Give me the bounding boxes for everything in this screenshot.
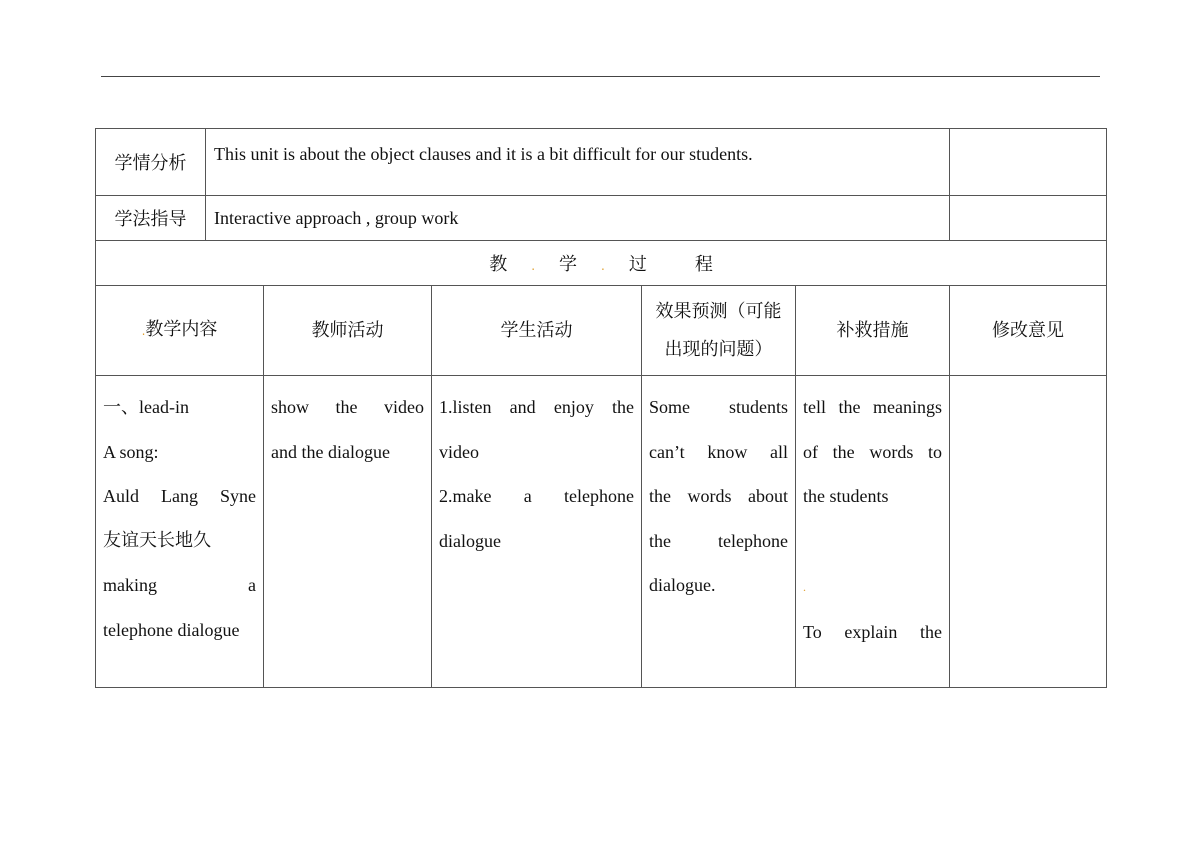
- process-title-char: 学: [559, 254, 578, 275]
- remedy-line: the students: [803, 486, 889, 506]
- teacher-line: and the dialogue: [271, 441, 390, 462]
- content-line: 友谊天长地久: [103, 529, 211, 551]
- col-head-student: 学生活动: [432, 286, 642, 376]
- column-header-row: [96, 286, 1107, 376]
- prediction-line: the telephone: [649, 530, 788, 551]
- process-title-char: 程: [694, 254, 713, 275]
- lead-in-row: [96, 376, 1107, 688]
- content-line: 一、lead-in: [103, 397, 189, 417]
- method-row: [96, 196, 1107, 241]
- analysis-row: [96, 129, 1107, 196]
- process-title-row: [96, 241, 1107, 286]
- process-title-char: 过: [628, 254, 647, 275]
- content-line: Auld Lang Syne: [103, 486, 256, 506]
- method-text: Interactive approach , group work: [206, 196, 950, 241]
- col-head-remedy: 补救措施: [796, 286, 950, 376]
- student-line: dialogue: [439, 530, 501, 551]
- content-line: telephone dialogue: [103, 619, 240, 640]
- content-cell: [96, 376, 264, 688]
- remedy-line: To explain the: [803, 621, 943, 642]
- col-head-content: .教学内容: [96, 286, 264, 376]
- teacher-cell: [264, 376, 432, 688]
- remedy-line: .: [803, 580, 806, 594]
- method-label: 学法指导: [96, 196, 206, 241]
- lesson-plan-table: [95, 128, 1107, 688]
- analysis-text: This unit is about the object clauses and it is a bit difficult for our students.: [206, 129, 950, 196]
- remedy-line: of the words to: [803, 441, 943, 462]
- content-line: making a: [103, 575, 256, 595]
- revision-cell: [950, 376, 1107, 688]
- col-head-prediction-line2: 出现的问题）: [664, 338, 773, 360]
- prediction-line: dialogue.: [649, 575, 716, 595]
- analysis-empty-cell: [950, 129, 1107, 196]
- prediction-cell: [642, 376, 796, 688]
- remedy-line: [803, 519, 942, 564]
- prediction-line: the words about: [649, 486, 788, 506]
- col-head-teacher: 教师活动: [264, 286, 432, 376]
- col-head-prediction: [642, 286, 796, 376]
- analysis-label: 学情分析: [96, 129, 206, 196]
- student-line: video: [439, 441, 479, 462]
- method-empty-cell: [950, 196, 1107, 241]
- student-line: 1.listen and enjoy the: [439, 397, 634, 417]
- remedy-cell: [796, 376, 950, 688]
- content-line: A song:: [103, 441, 159, 462]
- header-rule: [101, 76, 1100, 77]
- remedy-line: tell the meanings: [803, 397, 943, 417]
- student-line: 2.make a telephone: [439, 486, 634, 506]
- prediction-line: Some students: [649, 397, 788, 417]
- col-head-prediction-line1: 效果预测（可能: [655, 300, 782, 322]
- prediction-line: can’t know all: [649, 441, 788, 462]
- col-head-revision: 修改意见: [950, 286, 1107, 376]
- process-title: 教 . 学 . 过 程: [96, 241, 1107, 286]
- teacher-line: show the video: [271, 397, 424, 417]
- student-cell: [432, 376, 642, 688]
- process-title-char: 教: [489, 254, 508, 275]
